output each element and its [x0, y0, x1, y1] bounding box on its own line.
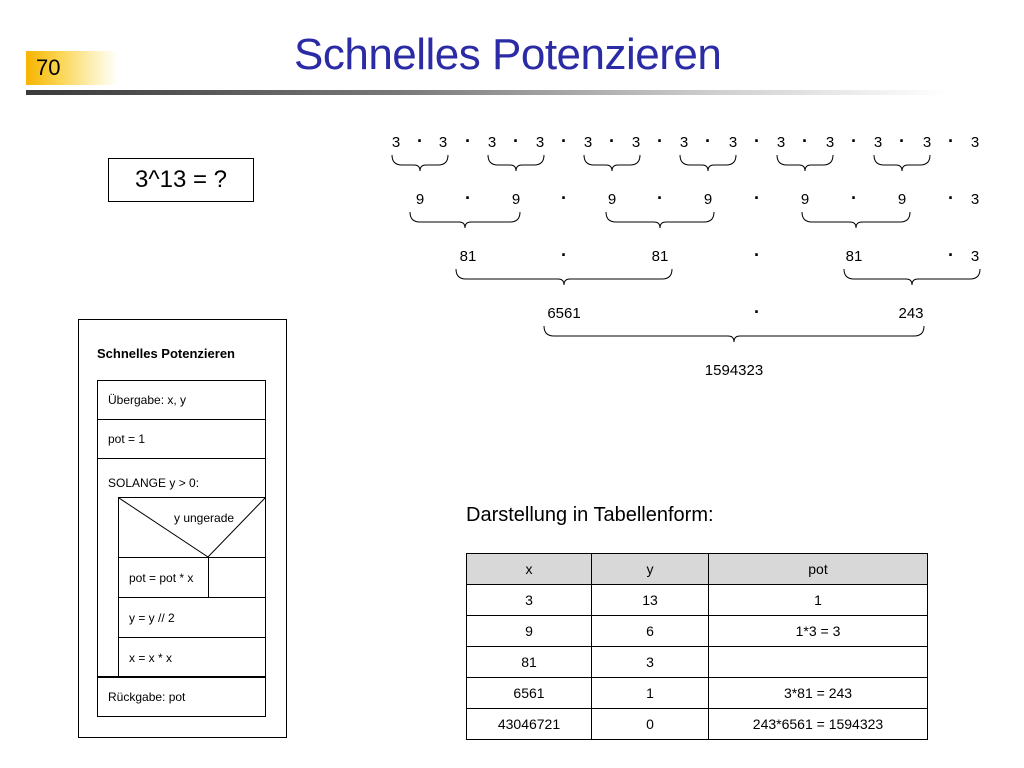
multiply-dot: ·: [948, 244, 954, 265]
table-cell: 9: [467, 616, 592, 647]
number-token: 9: [415, 190, 425, 208]
slide-number: 70: [26, 51, 118, 85]
number-token: 6561: [547, 304, 581, 322]
structogram-halve: [118, 597, 266, 638]
group-bracket: [777, 155, 833, 171]
column-header-y: y: [592, 554, 709, 585]
condition-diagonals: [119, 498, 265, 557]
table-cell: 6: [592, 616, 709, 647]
number-token: 9: [607, 190, 617, 208]
column-header-pot: pot: [709, 554, 928, 585]
group-bracket: [410, 212, 520, 228]
table-row: [467, 616, 928, 647]
group-bracket: [584, 155, 640, 171]
number-token: 3: [970, 247, 980, 265]
table-cell: 6561: [467, 678, 592, 709]
structogram-input-text: Übergabe: x, y: [108, 393, 187, 407]
multiply-dot: ·: [802, 130, 808, 151]
multiply-dot: ·: [754, 187, 760, 208]
table-cell: 0: [592, 709, 709, 740]
multiply-dot: ·: [851, 130, 857, 151]
group-bracket: [874, 155, 930, 171]
multiply-dot: ·: [754, 301, 760, 322]
structogram-output-text: Rückgabe: pot: [108, 690, 186, 704]
structogram-init-text: pot = 1: [108, 432, 146, 446]
values-table: [466, 553, 928, 740]
structogram-input: [97, 380, 266, 420]
number-token: 1594323: [704, 361, 764, 379]
question-box: 3^13 = ?: [108, 158, 254, 202]
table-row: [467, 678, 928, 709]
table-cell: 81: [467, 647, 592, 678]
table-cell: 3: [467, 585, 592, 616]
group-bracket: [392, 155, 448, 171]
slide-title: Schnelles Potenzieren: [294, 30, 722, 79]
number-token: 3: [873, 133, 883, 151]
number-token: 3: [970, 190, 980, 208]
number-token: 3: [825, 133, 835, 151]
structogram-then-text: pot = pot * x: [129, 570, 194, 585]
structogram-title: Schnelles Potenzieren: [97, 346, 235, 361]
number-token: 9: [703, 190, 713, 208]
number-token: 3: [535, 133, 545, 151]
structogram-loop-text: SOLANGE y > 0:: [108, 476, 200, 490]
table-cell: [709, 647, 928, 678]
number-token: 81: [459, 247, 477, 265]
column-header-x: x: [467, 554, 592, 585]
multiply-dot: ·: [657, 187, 663, 208]
multiply-dot: ·: [705, 130, 711, 151]
table-cell: 1: [592, 678, 709, 709]
number-token: 3: [679, 133, 689, 151]
multiply-dot: ·: [417, 130, 423, 151]
number-token: 3: [631, 133, 641, 151]
table-cell: 1: [709, 585, 928, 616]
structogram-halve-text: y = y // 2: [129, 610, 175, 625]
multiply-dot: ·: [561, 244, 567, 265]
number-token: 9: [800, 190, 810, 208]
table-cell: 3*81 = 243: [709, 678, 928, 709]
group-bracket: [456, 269, 672, 285]
group-bracket: [802, 212, 910, 228]
structogram-condition: [118, 497, 266, 558]
number-token: 3: [487, 133, 497, 151]
number-token: 81: [845, 247, 863, 265]
table-cell: 243*6561 = 1594323: [709, 709, 928, 740]
number-token: 243: [898, 304, 924, 322]
structogram-square: [118, 637, 266, 678]
multiply-dot: ·: [513, 130, 519, 151]
multiply-dot: ·: [657, 130, 663, 151]
multiply-dot: ·: [754, 130, 760, 151]
multiply-dot: ·: [465, 187, 471, 208]
number-token: 9: [511, 190, 521, 208]
number-token: 3: [583, 133, 593, 151]
structogram-output: [97, 677, 266, 717]
table-cell: 13: [592, 585, 709, 616]
structogram-then: [118, 557, 209, 598]
table-row: [467, 585, 928, 616]
multiply-dot: ·: [465, 130, 471, 151]
group-bracket: [544, 326, 924, 342]
table-cell: 3: [592, 647, 709, 678]
multiply-dot: ·: [899, 130, 905, 151]
multiply-dot: ·: [609, 130, 615, 151]
table-row: [467, 709, 928, 740]
multiply-dot: ·: [851, 187, 857, 208]
number-token: 3: [922, 133, 932, 151]
structogram-init: [97, 419, 266, 459]
multiply-dot: ·: [561, 187, 567, 208]
table-cell: 43046721: [467, 709, 592, 740]
table-row: [467, 647, 928, 678]
group-bracket: [680, 155, 736, 171]
structogram-else-empty: [208, 557, 266, 598]
number-token: 81: [651, 247, 669, 265]
number-token: 3: [776, 133, 786, 151]
multiply-dot: ·: [561, 130, 567, 151]
number-token: 3: [438, 133, 448, 151]
group-bracket: [844, 269, 980, 285]
group-bracket: [606, 212, 714, 228]
table-header-row: [467, 554, 928, 585]
number-token: 3: [391, 133, 401, 151]
multiply-dot: ·: [948, 187, 954, 208]
number-token: 3: [970, 133, 980, 151]
structogram-square-text: x = x * x: [129, 650, 173, 665]
table-caption: Darstellung in Tabellenform:: [466, 504, 714, 526]
structogram-condition-text: y ungerade: [174, 511, 235, 525]
group-bracket: [488, 155, 544, 171]
multiply-dot: ·: [754, 244, 760, 265]
number-token: 9: [897, 190, 907, 208]
table-cell: 1*3 = 3: [709, 616, 928, 647]
number-token: 3: [728, 133, 738, 151]
multiply-dot: ·: [948, 130, 954, 151]
